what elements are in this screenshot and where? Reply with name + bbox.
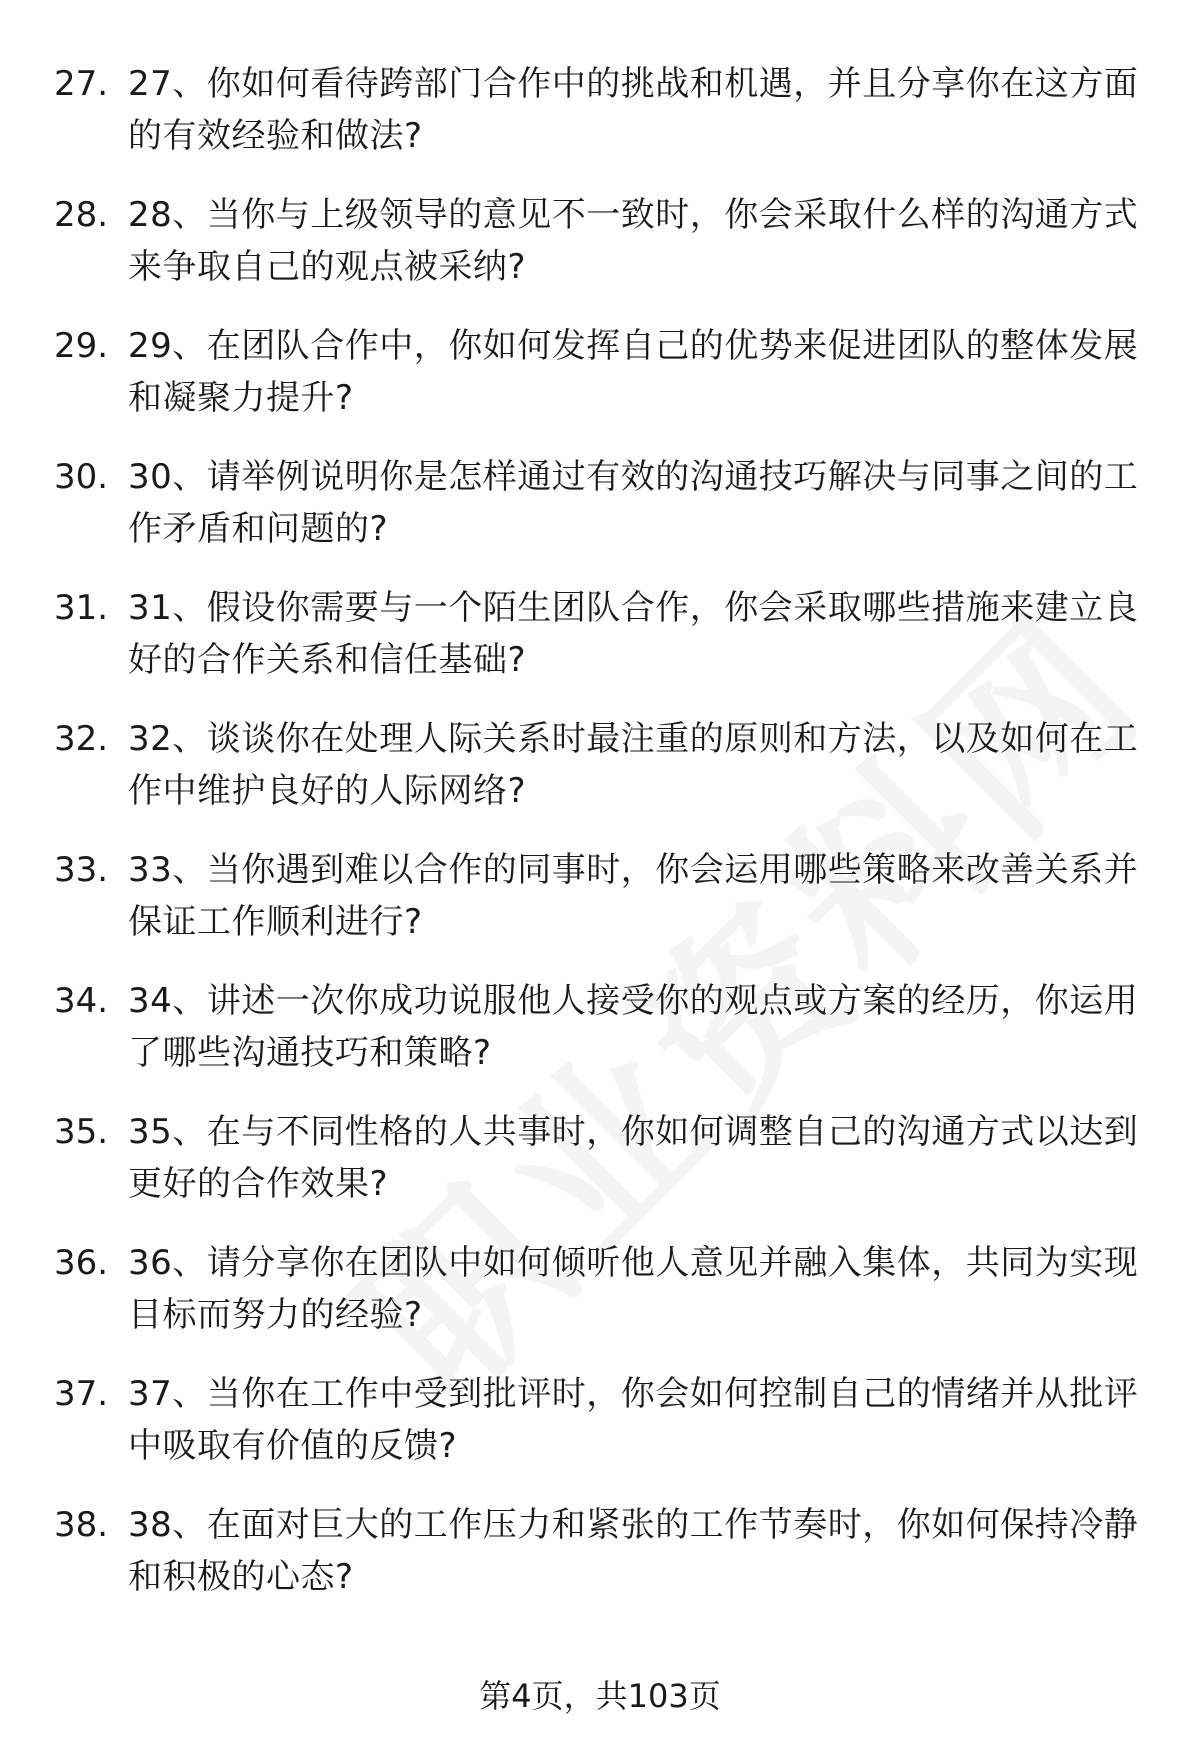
question-item (0, 1499, 1200, 1630)
question-text: 33、当你遇到难以合作的同事时，你会运用哪些策略来改善关系并保证工作顺利进行? (128, 850, 1139, 942)
question-item (0, 189, 1200, 320)
question-item (0, 713, 1200, 844)
question-text: 29、在团队合作中，你如何发挥自己的优势来促进团队的整体发展和凝聚力提升? (128, 326, 1139, 418)
question-text: 38、在面对巨大的工作压力和紧张的工作节奏时，你如何保持冷静和积极的心态? (128, 1505, 1139, 1597)
question-item (0, 975, 1200, 1106)
question-list (0, 58, 1200, 1630)
question-number: 28. (54, 195, 109, 235)
question-text: 36、请分享你在团队中如何倾听他人意见并融入集体，共同为实现目标而努力的经验? (128, 1243, 1139, 1335)
question-item (0, 58, 1200, 189)
question-text: 35、在与不同性格的人共事时，你如何调整自己的沟通方式以达到更好的合作效果? (128, 1112, 1139, 1204)
question-item (0, 844, 1200, 975)
question-item (0, 582, 1200, 713)
page-footer (0, 1676, 1200, 1716)
question-number: 30. (54, 457, 109, 497)
question-number: 34. (54, 981, 109, 1021)
question-number: 38. (54, 1505, 109, 1545)
question-text: 31、假设你需要与一个陌生团队合作，你会采取哪些措施来建立良好的合作关系和信任基础? (128, 588, 1139, 680)
question-number: 29. (54, 326, 109, 366)
question-number: 33. (54, 850, 109, 890)
question-text: 27、你如何看待跨部门合作中的挑战和机遇，并且分享你在这方面的有效经验和做法? (128, 64, 1139, 156)
question-text: 30、请举例说明你是怎样通过有效的沟通技巧解决与同事之间的工作矛盾和问题的? (128, 457, 1139, 549)
question-text: 34、讲述一次你成功说服他人接受你的观点或方案的经历，你运用了哪些沟通技巧和策略? (128, 981, 1139, 1073)
question-number: 27. (54, 64, 109, 104)
question-item (0, 1368, 1200, 1499)
question-text: 32、谈谈你在处理人际关系时最注重的原则和方法，以及如何在工作中维护良好的人际网络? (128, 719, 1139, 811)
question-number: 37. (54, 1374, 109, 1414)
question-item (0, 451, 1200, 582)
question-item (0, 1106, 1200, 1237)
question-number: 35. (54, 1112, 109, 1152)
question-number: 36. (54, 1243, 109, 1283)
question-text: 28、当你与上级领导的意见不一致时，你会采取什么样的沟通方式来争取自己的观点被采纳? (128, 195, 1139, 287)
question-text: 37、当你在工作中受到批评时，你会如何控制自己的情绪并从批评中吸取有价值的反馈? (128, 1374, 1139, 1466)
question-item (0, 320, 1200, 451)
question-number: 32. (54, 719, 109, 759)
question-number: 31. (54, 588, 109, 628)
page-number-label: 第4页，共103页 (479, 1677, 721, 1715)
question-item (0, 1237, 1200, 1368)
